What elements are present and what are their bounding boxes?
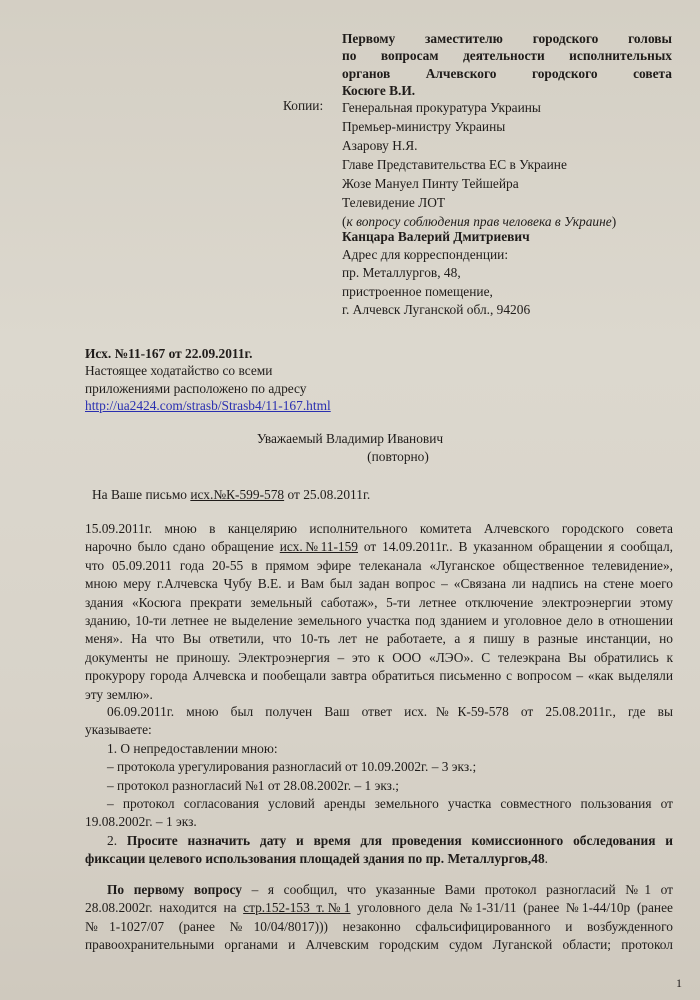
copies-block bbox=[342, 98, 616, 231]
text-line: – протокол согласования условий аренды земельного участка совместного пользования от bbox=[107, 795, 673, 811]
addressee-line: Косюге В.И. bbox=[342, 83, 416, 99]
reply-line: На Ваше письмо исх.№К-599-578 от 25.08.2011г. bbox=[92, 487, 371, 502]
sender-name: Канцара Валерий Дмитриевич bbox=[342, 229, 530, 244]
text-line: 28.08.2002г. находится на стр.152-153 т.№1 уголовного дела №1-31/11 (ранее №1-44/10р (ранее bbox=[85, 900, 673, 916]
text-line: По первому вопросу – я сообщил, что указанные Вами протокол разногласий №1 от bbox=[107, 882, 673, 897]
addressee-block bbox=[342, 30, 672, 100]
copy-recipient: Премьер-министру Украины bbox=[342, 119, 506, 134]
text-line: 2. Просите назначить дату и время для проведения комиссионного обследования и bbox=[107, 832, 674, 848]
text-line: зданию, 10-ти летнее не выделение земельного участка под зданием и уголовное дело в отношении bbox=[85, 612, 673, 628]
case-page-link[interactable]: стр.152-153 т.№1 bbox=[243, 900, 351, 916]
text-line: 1. О непредоставлении мною: bbox=[107, 740, 278, 756]
text-line: указываете: bbox=[85, 722, 152, 738]
letter-ref-link[interactable]: исх.№К-599-578 bbox=[190, 487, 285, 502]
reference-line: Настоящее ходатайство со всеми bbox=[85, 363, 273, 379]
greeting-note: (повторно) bbox=[367, 449, 429, 464]
copy-recipient: Генеральная прокуратура Украины bbox=[342, 100, 541, 115]
text-line: нарочно было сдано обращение исх.№11-159 от 14.09.2011г.. В указанном обращении я сообщал, bbox=[85, 539, 673, 555]
text-line: что 05.09.2011 года 20-55 в прямом эфире телеканала «Луганское общественное телевидение», bbox=[85, 557, 673, 573]
copy-recipient: Азарову Н.Я. bbox=[342, 138, 418, 153]
sender-address-line: г. Алчевск Луганской обл., 94206 bbox=[342, 301, 531, 317]
sender-address-line: Адрес для корреспонденции: bbox=[342, 247, 509, 263]
paragraph-2 bbox=[85, 703, 673, 869]
addressee-line: органов Алчевского городского совета bbox=[342, 65, 672, 81]
text-line: 06.09.2011г. мною был получен Ваш ответ исх.№К-59-578 от 25.08.2011г., где вы bbox=[107, 704, 673, 719]
copy-recipient: Жозе Мануел Пинту Тейшейра bbox=[342, 176, 519, 191]
greeting: Уважаемый Владимир Иванович bbox=[256, 431, 444, 446]
sender-address-line: пристроенное помещение, bbox=[342, 283, 493, 299]
text-line: – протокол разногласий №1 от 28.08.2002г. – 1 экз.; bbox=[107, 777, 400, 793]
addressee-line: Первому заместителю городского головы bbox=[342, 31, 672, 46]
paragraph-1 bbox=[85, 520, 673, 704]
text-line: здания «Косюга прекрати земельный саботаж», 5-ти летнее отключение электроэнергии этому bbox=[85, 594, 673, 610]
copy-recipient: Телевидение ЛОТ bbox=[342, 195, 446, 210]
text-line: фиксации целевого использования площадей здания по пр. Металлургов,48. bbox=[85, 851, 549, 867]
addressee-line: по вопросам деятельности исполнительных bbox=[342, 48, 672, 64]
sender-block bbox=[342, 228, 530, 319]
text-line: меня». На что Вы ответили, что 10-ть лет не работаете, а я пишу в разные инстанции, но bbox=[85, 631, 673, 647]
text-line: мною меру г.Алчевска Чубу В.Е. и Вам был задан вопрос – «Связана ли надпись на стене моего bbox=[85, 576, 673, 592]
reference-number: Исх. №11-167 от 22.09.2011г. bbox=[85, 346, 253, 361]
page-number: 1 bbox=[676, 976, 682, 990]
text-line: 15.09.2011г. мною в канцелярию исполнительного комитета Алчевского городского совета bbox=[85, 521, 673, 536]
copy-recipient: Главе Представительства ЕС в Украине bbox=[342, 157, 567, 172]
reference-url-link[interactable]: http://ua2424.com/strasb/Strasb4/11-167.html bbox=[85, 398, 331, 414]
text-line: – протокола урегулирования разногласий от 10.09.2002г. – 3 экз.; bbox=[107, 759, 477, 775]
text-line: эту землю». bbox=[85, 686, 153, 702]
text-line: документы не приношу. Электроэнергия – это к ООО «ЛЭО». С телеэкрана Вы обратились к bbox=[85, 649, 673, 665]
paragraph-3 bbox=[85, 881, 673, 955]
copies-note: (к вопросу соблюдения прав человека в Украине) bbox=[342, 214, 617, 229]
appeal-ref-link[interactable]: исх.№11-159 bbox=[279, 539, 359, 555]
reference-line: приложениями расположено по адресу bbox=[85, 380, 307, 396]
reference-block bbox=[85, 345, 331, 415]
text-line: прокурору города Алчевска и пообещали завтра обратиться письменно с вопросом – «как выделяли bbox=[85, 668, 673, 684]
text-line: правоохранительными органами и Алчевским городским судом Луганской области; протокол bbox=[85, 937, 673, 953]
text-line: 19.08.2002г. – 1 экз. bbox=[85, 814, 197, 830]
sender-address-line: пр. Металлургов, 48, bbox=[342, 265, 461, 281]
copies-label: Копии: bbox=[283, 98, 324, 113]
text-line: №1-1027/07 (ранее №10/04/8017))) незаконно сфальсифицированного и возбужденного bbox=[85, 918, 673, 934]
